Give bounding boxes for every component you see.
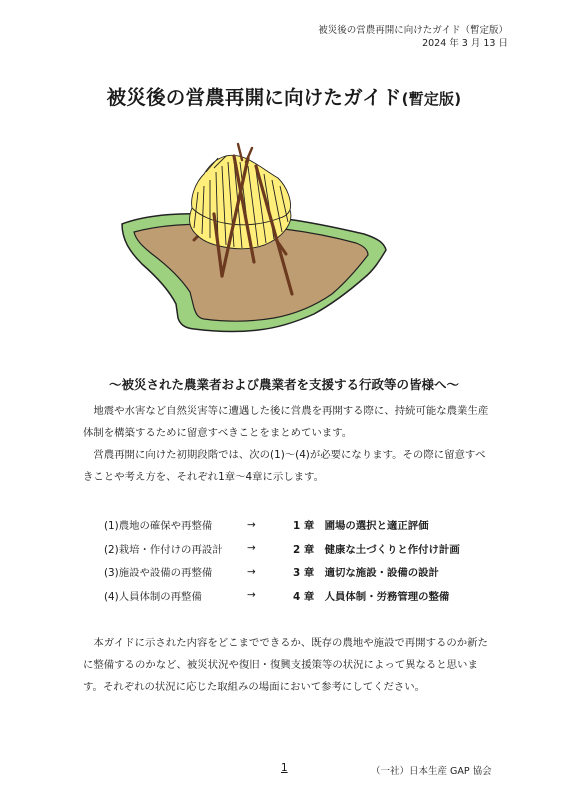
- chapter-requirement: (1)農地の確保や再整備: [104, 520, 213, 533]
- chapter-row-4: [104, 584, 484, 608]
- header-guide-title: 被災後の営農再開に向けたガイド（暫定版）: [318, 25, 508, 36]
- page-title: [0, 82, 568, 110]
- page-header: [318, 24, 508, 50]
- chapter-row-3: [104, 560, 484, 584]
- right-arrow-icon: →: [247, 542, 256, 555]
- chapter-row-1: [104, 513, 484, 537]
- chapter-title: 3 章 適切な施設・設備の設計: [293, 567, 439, 580]
- chapter-list: [104, 513, 484, 607]
- header-date: 2024 年 3 月 13 日: [422, 38, 508, 49]
- initial-stage-paragraph: 営農再開に向けた初期段階では、次の(1)～(4)が必要になります。その際に留意すべきことや考え方を、それぞれ1章～4章に示します。: [83, 449, 486, 483]
- right-arrow-icon: →: [247, 518, 256, 531]
- intro-paragraph: 地震や水害など自然災害等に遭遇した後に営農を再開する際に、持続可能な農業生産体制を構築するために留意すべきことをまとめています。: [83, 405, 489, 439]
- lead-text: ～被災された農業者および農業者を支援する行政等の皆様へ～: [108, 377, 459, 392]
- closing-paragraph: 本ガイドに示された内容をどこまでできるか、既存の農地や施設で再開するのか新たに整備するのかなど、被災状況や復旧・復興支援策等の状況によって異なると思います。それぞれの状況に応じた取組みの場面において参考にしてください。: [83, 637, 488, 693]
- chapter-row-2: [104, 537, 484, 561]
- page-title-suffix: (暫定版): [401, 90, 462, 108]
- right-arrow-icon: →: [247, 589, 256, 602]
- chapter-title: 2 章 健康な土づくりと作付け計画: [293, 543, 460, 556]
- chapter-requirement: (2)栽培・作付けの再設計: [104, 543, 223, 556]
- page-title-main: 被災後の営農再開に向けたガイド: [106, 86, 402, 109]
- right-arrow-icon: →: [247, 565, 256, 578]
- chapter-requirement: (4)人員体制の再整備: [104, 590, 202, 603]
- page-number: 1: [281, 762, 288, 774]
- chapter-requirement: (3)施設や設備の再整備: [104, 567, 213, 580]
- footer-organization: （一社）日本生産 GAP 協会: [371, 766, 492, 777]
- straw-haystack-on-field-icon: [118, 142, 388, 342]
- chapter-title: 1 章 圃場の選択と適正評価: [293, 520, 429, 533]
- chapter-title: 4 章 人員体制・労務管理の整備: [293, 590, 450, 603]
